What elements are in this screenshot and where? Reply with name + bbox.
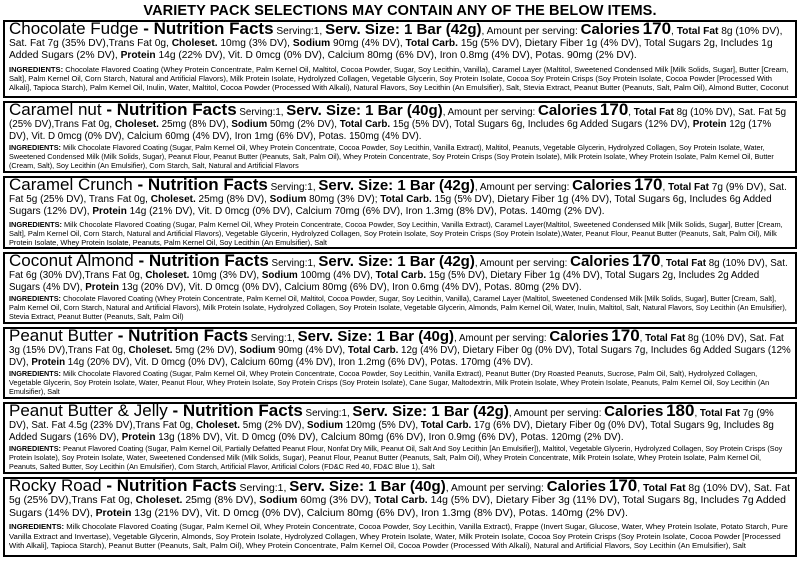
ingredients-label: INGREDIENTS: <box>9 522 65 532</box>
protein-label: Protein <box>31 356 66 368</box>
product-name: Peanut Butter & Jelly <box>9 402 168 420</box>
protein-details: 12g (17% DV), Vit. D 0mcg (0% DV), Calcium 60mg (4% DV), Iron 1mg (6% DV), Potas. 150mg (4% DV). <box>9 118 772 142</box>
nutrition-facts-text <box>9 327 791 368</box>
calories-label: Calories <box>604 403 664 420</box>
ingredients-list: Peanut Flavored Coating (Sugar, Palm Kernel Oil, Partially Defatted Peanut Flour, Nonfat Dry Milk, Peanut Oil, Salt And Soy Lecithin [An Emulsifier]), Maltitol, Vegetable Glycerin, Hydrolyzed Collagen, Soy Protein Crisps (Soy Protein Isolate), Soy Protein Isolate, Water, Sweetened Condensed Milk (Milk Solids, Sugar), Peanut Flour, Peanut Butter (Peanuts, Salt, Palm Oil), Whey Protein Concentrate, Milk Protein Isolate, Whey Protein Isolate, Palm Kernel Oil, Peanuts, Salted Butter, Soy Lecithin (An Emulsifier), Corn Starch, Artificial Flavor, Artificial Colors (FD&C Red 40, FD&C Blue 1), Salt <box>9 444 783 471</box>
product-panel <box>3 402 797 474</box>
amount-per-serving: , Amount per serving: <box>474 182 573 193</box>
sodium-value: 100mg (4% DV), <box>297 269 376 281</box>
amount-per-serving: , Amount per serving: <box>481 26 581 37</box>
calories-label: Calories <box>546 478 606 495</box>
product-name: Coconut Almond <box>9 252 134 270</box>
title-separator: - <box>138 20 154 38</box>
fact-sep: , <box>639 333 646 344</box>
protein-label: Protein <box>92 206 127 217</box>
total-fat-label: Total Fat <box>633 107 674 118</box>
nutrition-facts-heading: Nutrition Facts <box>147 176 268 194</box>
sodium-value: 80mg (3% DV); <box>306 194 381 205</box>
serving-count: Serving:1, <box>302 408 353 419</box>
nutrition-facts-heading: Nutrition Facts <box>182 402 303 420</box>
amount-per-serving: , Amount per serving: <box>454 333 550 344</box>
serving-count: Serving:1, <box>267 182 319 193</box>
calories-value: 170 <box>632 252 661 270</box>
product-panel <box>3 176 797 249</box>
cholesterol-value: 25mg (8% DV), <box>182 495 260 507</box>
nutrition-facts-heading: Nutrition Facts <box>116 477 237 495</box>
cholesterol-value: 10mg (3% DV), <box>217 38 293 50</box>
protein-label: Protein <box>85 281 119 293</box>
cholesterol-label: Choleset. <box>195 419 241 431</box>
fact-sep: , <box>628 107 634 118</box>
fat-details: 8g (10% DV), Sat. Fat 6g (30% DV),Trans Fat 0g, <box>9 258 788 281</box>
protein-label: Protein <box>692 118 727 130</box>
product-name: Peanut Butter <box>9 327 113 345</box>
cholesterol-value: 25mg (8% DV), <box>158 118 232 130</box>
page-header: VARIETY PACK SELECTIONS MAY CONTAIN ANY OF THE BELOW ITEMS. <box>143 3 657 19</box>
product-name: Caramel nut <box>9 101 102 119</box>
title-separator: - <box>101 477 117 495</box>
sodium-value: 120mg (5% DV), <box>342 419 421 431</box>
sodium-value: 50mg (2% DV), <box>267 118 340 130</box>
nutrition-facts-text <box>9 477 791 520</box>
fat-details: 8g (10% DV), Sat. Fat 5g (25% DV),Trans Fat 0g, <box>9 107 787 130</box>
ingredients-text <box>9 370 791 397</box>
ingredients-label: INGREDIENTS: <box>9 64 64 74</box>
carb-details: 15g (5% DV), Total Sugars 6g, Includes 6g Added Sugars (12% DV), <box>390 118 693 130</box>
fat-details: 8g (10% DV), Sat. Fat 5g (25% DV),Trans Fat 0g, <box>9 483 791 507</box>
total-fat-label: Total Fat <box>665 258 706 269</box>
nutrition-facts-heading: Nutrition Facts <box>148 252 269 270</box>
nutrition-facts-text <box>9 402 791 443</box>
product-panel <box>3 101 797 173</box>
fact-sep: , <box>671 26 677 37</box>
calories-label: Calories <box>572 177 632 194</box>
ingredients-list: Milk Chocolate Flavored Coating (Sugar, Palm Kernel Oil, Whey Protein Concentrate, Cocoa Powder, Soy Lecithin, Vanilla Extract), Caramel Layer(Maltitol, Sweetened Condensed Milk [Milk Solids, Sugar], Butter [Cream, Salt], Palm Kernel Oil, Corn Starch, Natural and Artificial Flavors), Vegetable Glycerin, Hydrolyzed Collagen, Soy Protein Isolate, Soy Protein Crisps (Soy Protein Isolate),Water, Peanut Flour, Peanut Butter (Peanuts, Salt, Palm Oil), Milk Protein Isolate, Whey Protein Isolate, Peanuts, Palm Kernel Oil, Soy Lecithin (An Emulsifier), Salt <box>9 220 783 248</box>
carb-details: 15g (5% DV), Dietary Fiber 1g (4% DV), Total Sugars 2g, Includes 2g Added Sugars (4% DV), <box>9 269 760 293</box>
calories-value: 180 <box>666 402 695 420</box>
fact-sep: , <box>637 483 644 494</box>
serving-size: Serv. Size: 1 Bar (42g) <box>325 21 482 38</box>
cholesterol-value: 5mg (2% DV), <box>172 344 240 356</box>
cholesterol-value: 25mg (8% DV), <box>195 194 270 205</box>
nutrition-facts-heading: Nutrition Facts <box>153 20 274 38</box>
protein-details: 14g (20% DV), Vit. D 0mcg (0% DV), Calcium 60mg (4% DV), Iron 1.2mg (6% DV), Potas. 170mg (4% DV). <box>65 356 534 368</box>
serving-count: Serving:1, <box>236 483 290 494</box>
total-fat-label: Total Fat <box>699 408 740 419</box>
serving-count: Serving:1, <box>273 26 326 37</box>
cholesterol-value: 10mg (3% DV), <box>189 269 262 281</box>
total-carb-label: Total Carb. <box>339 118 391 130</box>
ingredients-text <box>9 522 791 550</box>
calories-value: 170 <box>608 477 638 495</box>
serving-count: Serving:1, <box>236 107 287 118</box>
ingredients-text <box>9 220 791 247</box>
amount-per-serving: , Amount per serving: <box>474 258 571 269</box>
calories-value: 170 <box>599 101 629 119</box>
calories-label: Calories <box>537 102 598 119</box>
ingredients-list: Milk Chocolate Flavored Coating (Sugar, Palm Kernel Oil, Whey Protein Concentrate, Cocoa Powder, Soy Lecithin, Vanilla Extract), Frappe (Invert Sugar, Glucose, Water, Whey Protein Isolate, Potato Starch, Pure Vanilla Extract and Invertase), Vegetable Glycerin, Almonds, Soy Protein Isolate, Hydrolyzed Collagen, Whey Protein Isolate, Water, Milk Protein Isolate, Cocoa Soy Protein Crisps (Soy Protein Isolate, Cocoa Powder [Processed With Alkali], Tapioca Starch), Peanut Butter (Peanuts, Salt, Palm Oil), Whey Protein Concentrate, Palm Kernel Oil, Cocoa Powder (Processed With Alkali), Natural and Artificial Flavors, Soy Lecithin (An Emulsifier), Salt <box>9 522 788 551</box>
ingredients-list: Milk Chocolate Flavored Coating (Sugar, Palm Kernel Oil, Whey Protein Concentrate, Cocoa Powder, Soy Lecithin, Vanilla Extract), Maltitol, Peanuts, Vegetable Glycerin, Hydrolyzed Collagen, Soy Protein Isolate, Water, Sweetened Condensed Milk (Milk Solids, Sugar), Peanut Flour, Peanut Butter (Peanuts, Salt, Palm Oil), Whey Protein Concentrate, Soy Protein Crisps (Soy Protein Isolate), Milk Protein Isolate, Whey Protein Isolate, Palm Kernel Oil, Butter (Cream, Salt), Soy Lecithin (An Emulsifier), Corn Starch, Salt, Natural and Artificial Flavors <box>9 143 774 170</box>
sodium-label: Sodium <box>231 118 268 130</box>
protein-label: Protein <box>120 50 156 62</box>
serving-count: Serving:1, <box>268 258 319 269</box>
carb-details: 14g (5% DV), Dietary Fiber 3g (11% DV), Total Sugars 8g, Includes 7g Added Sugars (14% DV), <box>9 495 786 519</box>
carb-details: 15g (5% DV), Dietary Fiber 1g (4% DV), Total Sugars 6g, Includes 6g Added Sugars (12% DV), <box>9 194 772 217</box>
nutrition-facts-text <box>9 252 791 293</box>
total-fat-label: Total Fat <box>645 333 686 344</box>
title-separator: - <box>167 402 183 420</box>
carb-details: 17g (6% DV), Dietary Fiber 0g (0% DV), Total Sugars 9g, Includes 8g Added Sugars (16% DV), <box>9 419 774 443</box>
cholesterol-label: Choleset. <box>128 344 173 356</box>
amount-per-serving: , Amount per serving: <box>445 483 547 494</box>
cholesterol-label: Choleset. <box>114 118 159 130</box>
ingredients-label: INGREDIENTS: <box>9 294 61 304</box>
ingredients-list: Chocolate Flavored Coating (Whey Protein Concentrate, Palm Kernel Oil, Maltitol, Cocoa Powder, Sugar, Soy Lecithin, Vanilla), Caramel Layer (Maltitol, Sweetened Condensed Milk [Milk Solids, Sugar], Butter [Cream, Salt], Palm Kernel Oil, Corn Starch, Natural and Artificial Flavors), Milk Protein Isolate, Hydrolyzed Collagen, Soy Protein Isolate, Vegetable Glycerin, Almonds, Palm Kernel Oil, Water, Inulin, Maltitol, Salt, Natural Flavors, Soy Lecithin (An Emulsifier), Stevia Extract, Peanut Butter (Peanuts, Salt, Palm Oil) <box>9 294 787 321</box>
title-separator: - <box>133 252 149 270</box>
ingredients-label: INGREDIENTS: <box>9 220 62 229</box>
protein-details: 14g (21% DV), Vit. D 0mcg (0% DV), Calcium 70mg (6% DV), Iron 1.3mg (8% DV), Potas. 140mg (2% DV). <box>126 206 605 217</box>
ingredients-text <box>9 445 791 472</box>
ingredients-list: Chocolate Flavored Coating (Whey Protein Concentrate, Palm Kernel Oil, Maltitol, Cocoa Powder, Sugar, Soy Lecithin, Vanilla), Caramel Layer (Maltitol, Sweetened Condensed Milk [Milk Solids, Sugar], Butter [Cream, Salt], Palm Kernel Oil, Corn Starch, Natural and Artificial Flavors), Milk Protein Isolate, Hydrolyzed Collagen, Vegetable Glycerin, Soy Protein Isolate, Cocoa Soy Protein Crisps (Soy Protein Isolate, Cocoa Powder [Processed With Alkali], Tapioca Starch), Palm Kernel Oil, Inulin, Water, Maltitol, Cocoa Powder (Processed With Alkali), Natural Flavors, Soy Lecithin (An Emulsifier), Salt, Stevia Extract, Peanut Butter (Peanuts, Salt, Palm Oil), Almond Butter, Coconut <box>9 64 789 93</box>
product-name: Rocky Road <box>9 477 102 495</box>
serving-size: Serv. Size: 1 Bar (42g) <box>352 403 509 420</box>
ingredients-list: Milk Chocolate Flavored Coating (Sugar, Palm Kernel Oil, Whey Protein Concentrate, Cocoa Powder, Soy Lecithin, Vanilla Extract), Peanut Butter (Dry Roasted Peanuts, Sucrose, Palm Oil, Salt), Hydrolyzed Collagen, Vegetable Glycerin, Soy Protein Isolate, Water, Peanut Flour, Whey Protein Isolate, Soy Protein Crisps (Soy Protein Isolate), Cane Sugar, Maltodextrin, Milk Protein Isolate, Whey Protein Isolate, Peanuts, Palm Kernel Oil, Soy Lecithin (An Emulsifier), Salt <box>9 369 770 396</box>
nutrition-facts-heading: Nutrition Facts <box>116 101 237 119</box>
calories-label: Calories <box>570 253 630 270</box>
cholesterol-label: Choleset. <box>135 495 183 507</box>
ingredients-label: INGREDIENTS: <box>9 369 61 379</box>
fact-sep: , <box>694 408 700 419</box>
protein-label: Protein <box>95 507 132 519</box>
calories-label: Calories <box>549 328 609 345</box>
fact-sep: , <box>662 182 669 193</box>
fat-details: 8g (10% DV), Sat. Fat 3g (15% DV),Trans Fat 0g, <box>9 333 784 356</box>
protein-details: 13g (21% DV), Vit. D 0mcg (0% DV), Calcium 80mg (6% DV), Iron 1.3mg (8% DV), Potas. 140mg (2% DV). <box>131 507 628 519</box>
serving-size: Serv. Size: 1 Bar (42g) <box>318 253 475 270</box>
serving-size: Serv. Size: 1 Bar (42g) <box>318 177 475 194</box>
sodium-label: Sodium <box>239 344 276 356</box>
sodium-value: 90mg (4% DV), <box>330 38 406 50</box>
fat-details: 7g (9% DV), Sat. Fat 4.5g (23% DV),Trans Fat 0g, <box>9 408 774 431</box>
calories-label: Calories <box>580 21 640 38</box>
total-carb-label: Total Carb. <box>380 194 432 205</box>
ingredients-text <box>9 295 791 322</box>
calories-value: 170 <box>634 176 663 194</box>
cholesterol-value: 5mg (2% DV), <box>240 419 308 431</box>
product-panel <box>3 252 797 324</box>
carb-details: 12g (4% DV), Dietary Fiber 0g (0% DV), Total Sugars 7g, Includes 6g Added Sugars (12% DV), <box>9 344 791 368</box>
total-carb-label: Total Carb. <box>347 344 399 356</box>
total-carb-label: Total Carb. <box>405 38 458 50</box>
nutrition-facts-text <box>9 20 791 63</box>
total-carb-label: Total Carb. <box>374 495 428 507</box>
title-separator: - <box>132 176 148 194</box>
product-name: Chocolate Fudge <box>9 20 139 38</box>
sodium-value: 60mg (3% DV), <box>297 495 375 507</box>
product-name: Caramel Crunch <box>9 176 133 194</box>
fact-sep: , <box>660 258 666 269</box>
sodium-value: 90mg (4% DV), <box>275 344 348 356</box>
title-separator: - <box>101 101 117 119</box>
sodium-label: Sodium <box>259 495 298 507</box>
nutrition-facts-text <box>9 101 791 142</box>
sodium-label: Sodium <box>307 419 343 431</box>
total-fat-label: Total Fat <box>643 483 686 494</box>
protein-details: 13g (20% DV), Vit. D 0mcg (0% DV), Calcium 80mg (6% DV), Iron 0.6mg (4% DV), Potas. 80mg (2% DV). <box>118 281 582 293</box>
serving-size: Serv. Size: 1 Bar (40g) <box>297 328 455 345</box>
cholesterol-label: Choleset. <box>171 38 218 50</box>
protein-details: 13g (18% DV), Vit. D 0mcg (0% DV), Calcium 80mg (6% DV), Iron 0.9mg (6% DV), Potas. 120mg (2% DV). <box>155 431 624 443</box>
sodium-label: Sodium <box>261 269 298 281</box>
amount-per-serving: , Amount per serving: <box>442 107 538 118</box>
total-carb-label: Total Carb. <box>420 419 472 431</box>
product-panel <box>3 477 797 557</box>
amount-per-serving: , Amount per serving: <box>508 408 605 419</box>
fat-details: 7g (9% DV), Sat. Fat 5g (25% DV), Trans Fat 0g, <box>9 182 787 205</box>
serving-count: Serving:1, <box>248 333 298 344</box>
ingredients-text <box>9 65 791 93</box>
product-panel <box>3 327 797 399</box>
sodium-label: Sodium <box>269 194 307 205</box>
ingredients-text <box>9 144 791 171</box>
total-carb-label: Total Carb. <box>375 269 427 281</box>
protein-details: 14g (22% DV), Vit. D 0mcg (0% DV), Calcium 80mg (6% DV), Iron 0.8mg (4% DV), Potas. 90mg (2% DV). <box>155 50 637 62</box>
nutrition-facts-text <box>9 176 791 218</box>
title-separator: - <box>112 327 129 345</box>
protein-label: Protein <box>121 431 156 443</box>
panels-container <box>2 20 798 557</box>
total-fat-label: Total Fat <box>676 26 719 37</box>
cholesterol-label: Choleset. <box>145 269 190 281</box>
serving-size: Serv. Size: 1 Bar (40g) <box>286 102 443 119</box>
calories-value: 170 <box>611 327 640 345</box>
serving-size: Serv. Size: 1 Bar (40g) <box>289 478 446 495</box>
cholesterol-label: Choleset. <box>150 194 196 205</box>
carb-details: 15g (5% DV), Dietary Fiber 1g (4% DV), Total Sugars 2g, Includes 1g Added Sugars (2% DV), <box>9 38 773 62</box>
total-fat-label: Total Fat <box>668 182 710 193</box>
ingredients-label: INGREDIENTS: <box>9 143 61 153</box>
nutrition-facts-heading: Nutrition Facts <box>128 327 249 345</box>
fat-details: 8g (10% DV), Sat. Fat 7g (35% DV),Trans Fat 0g, <box>9 26 783 50</box>
sodium-label: Sodium <box>292 38 331 50</box>
product-panel <box>3 20 797 98</box>
calories-value: 170 <box>642 20 672 38</box>
ingredients-label: INGREDIENTS: <box>9 444 61 454</box>
